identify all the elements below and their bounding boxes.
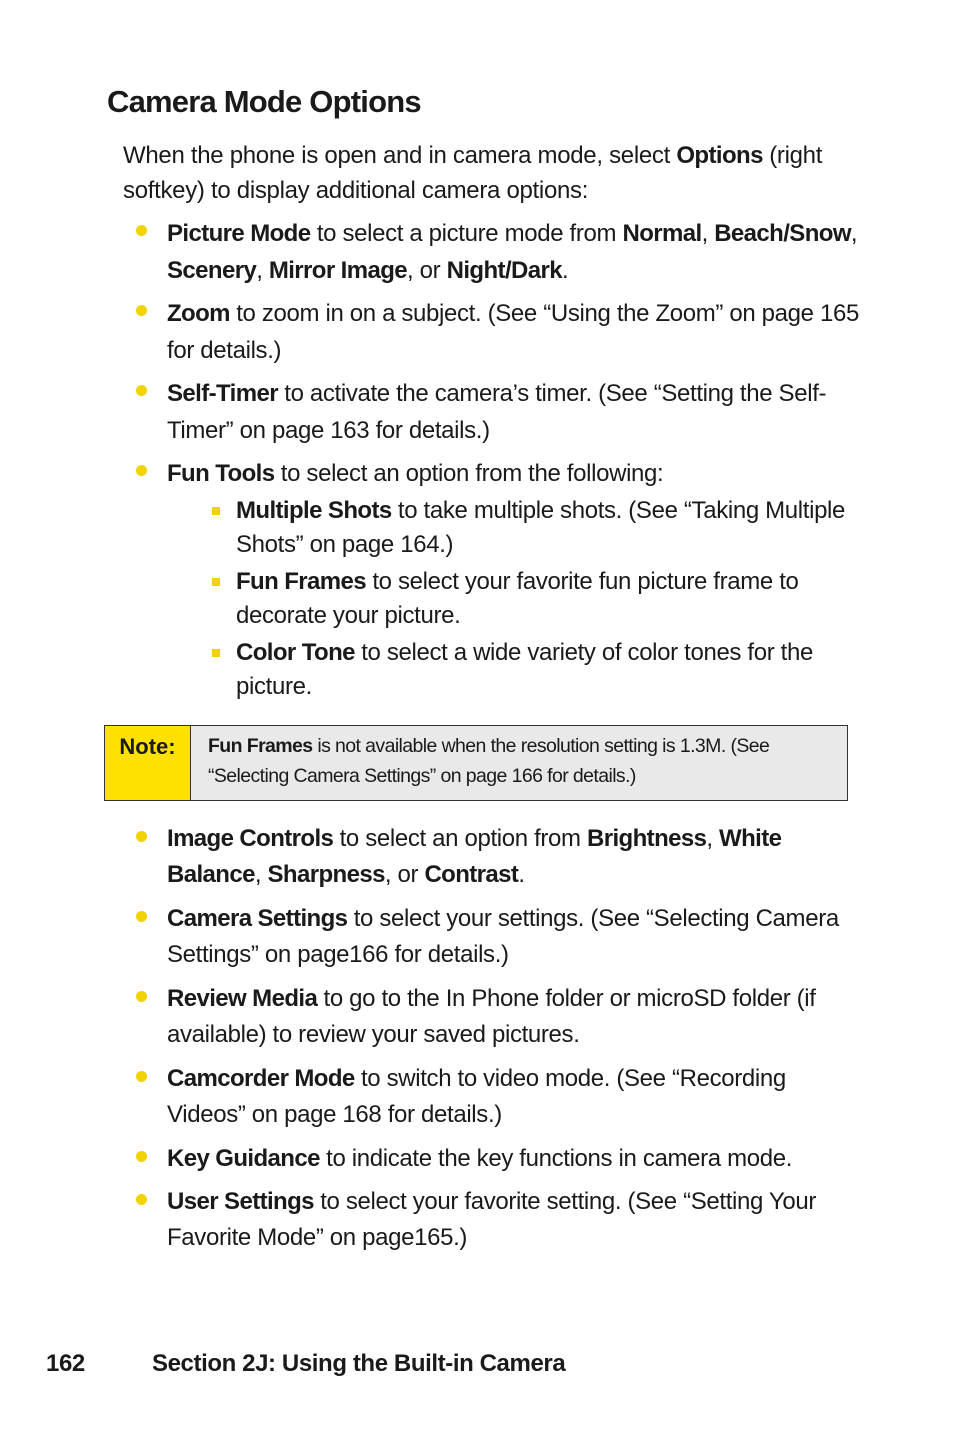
bullet-icon — [136, 991, 147, 1002]
square-bullet-icon — [212, 507, 220, 515]
page-footer — [46, 1350, 566, 1378]
bullet-icon — [136, 225, 147, 236]
bullet-icon — [136, 1071, 147, 1082]
note-box — [104, 725, 848, 801]
bullet-icon — [136, 1194, 147, 1205]
square-bullet-icon — [212, 578, 220, 586]
bullet-icon — [136, 831, 147, 842]
note-text: Fun Frames is not available when the resolution setting is 1.3M. (See “Selecting Camera Settings” on page 166 for details.) — [208, 735, 770, 787]
page-title: Camera Mode Options — [107, 84, 421, 119]
bullet-icon — [136, 1151, 147, 1162]
square-bullet-icon — [212, 649, 220, 657]
note-label: Note: — [105, 726, 191, 800]
intro-paragraph: When the phone is open and in camera mode, select Options (right softkey) to display additional camera options: — [123, 142, 823, 204]
bullet-icon — [136, 465, 147, 476]
section-title: Section 2J: Using the Built-in Camera — [152, 1350, 566, 1377]
bullet-icon — [136, 305, 147, 316]
bullet-icon — [136, 385, 147, 396]
bullet-icon — [136, 911, 147, 922]
page-number: 162 — [46, 1350, 85, 1377]
